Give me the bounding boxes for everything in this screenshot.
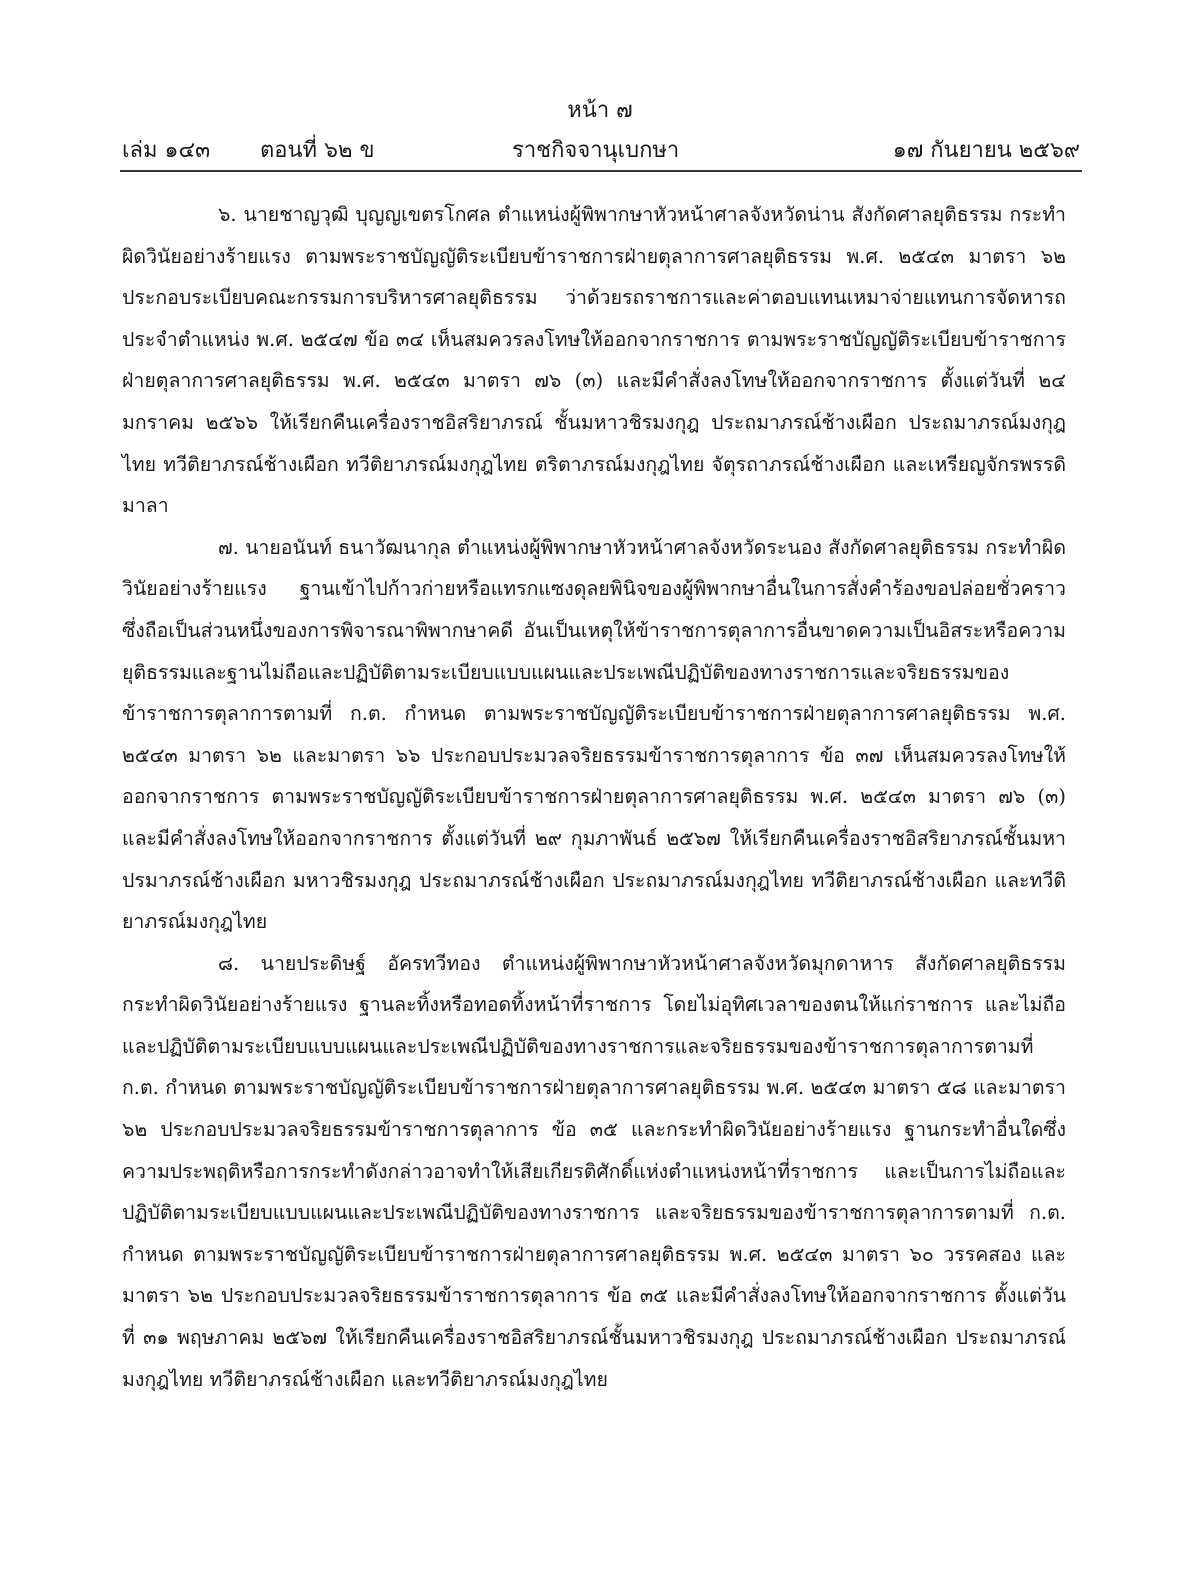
gazette-header [122,132,1080,166]
page-number: หน้า ๗ [567,98,633,123]
paragraph-item-6: ๖. นายชาญวุฒิ บุญญเขตรโกศล ตำแหน่งผู้พิพากษาหัวหน้าศาลจังหวัดน่าน สังกัดศาลยุติธรรม กระทำผิดวินัยอย่างร้ายแรง ตามพระราชบัญญัติระเบียบข้าราชการฝ่ายตุลาการศาลยุติธรรม พ.ศ. ๒๕๔๓ มาตรา ๖๒ ประกอบระเบียบคณะกรรมการบริหารศาลยุติธรรม ว่าด้วยรถราชการและค่าตอบแทนเหมาจ่ายแทนการจัดหารถประจำตำแหน่ง พ.ศ. ๒๕๔๗ ข้อ ๓๔ เห็นสมควรลงโทษให้ออกจากราชการ ตามพระราชบัญญัติระเบียบข้าราชการฝ่ายตุลาการศาลยุติธรรม พ.ศ. ๒๕๔๓ มาตรา ๗๖ (๓) และมีคำสั่งลงโทษให้ออกจากราชการ ตั้งแต่วันที่ ๒๔ มกราคม ๒๕๖๖ ให้เรียกคืนเครื่องราชอิสริยาภรณ์ ชั้นมหาวชิรมงกุฎ ประถมาภรณ์ช้างเผือก ประถมาภรณ์มงกุฎไทย ทวีติยาภรณ์ช้างเผือก ทวีติยาภรณ์มงกุฎไทย ตริตาภรณ์มงกุฎไทย จัตุรถาภรณ์ช้างเผือก และเหรียญจักรพรรดิมาลา [122,203,1066,518]
issue-number: ตอนที่ ๖๒ ข [260,138,375,163]
gazette-title: ราชกิจจานุเบกษา [512,138,680,163]
document-body [122,194,1066,1400]
paragraph-item-7: ๗. นายอนันท์ ธนาวัฒนากุล ตำแหน่งผู้พิพากษาหัวหน้าศาลจังหวัดระนอง สังกัดศาลยุติธรรม กระทำผิดวินัยอย่างร้ายแรง ฐานเข้าไปก้าวก่ายหรือแทรกแซงดุลยพินิจของผู้พิพากษาอื่นในการสั่งคำร้องขอปล่อยชั่วคราว ซึ่งถือเป็นส่วนหนึ่งของการพิจารณาพิพากษาคดี อันเป็นเหตุให้ข้าราชการตุลาการอื่นขาดความเป็นอิสระหรือความยุติธรรมและฐานไม่ถือและปฏิบัติตามระเบียบแบบแผนและประเพณีปฏิบัติของทางราชการและจริยธรรมของข้าราชการตุลาการตามที่ ก.ต. กำหนด ตามพระราชบัญญัติระเบียบข้าราชการฝ่ายตุลาการศาลยุติธรรม พ.ศ. ๒๕๔๓ มาตรา ๖๒ และมาตรา ๖๖ ประกอบประมวลจริยธรรมข้าราชการตุลาการ ข้อ ๓๗ เห็นสมควรลงโทษให้ออกจากราชการ ตามพระราชบัญญัติระเบียบข้าราชการฝ่ายตุลาการศาลยุติธรรม พ.ศ. ๒๕๔๓ มาตรา ๗๖ (๓) และมีคำสั่งลงโทษให้ออกจากราชการ ตั้งแต่วันที่ ๒๙ กุมภาพันธ์ ๒๕๖๗ ให้เรียกคืนเครื่องราชอิสริยาภรณ์ชั้นมหาปรมาภรณ์ช้างเผือก มหาวชิรมงกุฎ ประถมาภรณ์ช้างเผือก ประถมาภรณ์มงกุฎไทย ทวีติยาภรณ์ช้างเผือก และทวีติยาภรณ์มงกุฎไทย [122,535,1066,934]
paragraph-item-8: ๘. นายประดิษฐ์ อัครทวีทอง ตำแหน่งผู้พิพากษาหัวหน้าศาลจังหวัดมุกดาหาร สังกัดศาลยุติธรรม กระทำผิดวินัยอย่างร้ายแรง ฐานละทิ้งหรือทอดทิ้งหน้าที่ราชการ โดยไม่อุทิศเวลาของตนให้แก่ราชการ และไม่ถือและปฏิบัติตามระเบียบแบบแผนและประเพณีปฏิบัติของทางราชการและจริยธรรมของข้าราชการตุลาการตามที่ ก.ต. กำหนด ตามพระราชบัญญัติระเบียบข้าราชการฝ่ายตุลาการศาลยุติธรรม พ.ศ. ๒๕๔๓ มาตรา ๕๘ และมาตรา ๖๒ ประกอบประมวลจริยธรรมข้าราชการตุลาการ ข้อ ๓๕ และกระทำผิดวินัยอย่างร้ายแรง ฐานกระทำอื่นใดซึ่งความประพฤติหรือการกระทำดังกล่าวอาจทำให้เสียเกียรติศักดิ์แห่งตำแหน่งหน้าที่ราชการ และเป็นการไม่ถือและปฏิบัติตามระเบียบแบบแผนและประเพณีปฏิบัติของทางราชการ และจริยธรรมของข้าราชการตุลาการตามที่ ก.ต. กำหนด ตามพระราชบัญญัติระเบียบข้าราชการฝ่ายตุลาการศาลยุติธรรม พ.ศ. ๒๕๔๓ มาตรา ๖๐ วรรคสอง และมาตรา ๖๒ ประกอบประมวลจริยธรรมข้าราชการตุลาการ ข้อ ๓๕ และมีคำสั่งลงโทษให้ออกจากราชการ ตั้งแต่วันที่ ๓๑ พฤษภาคม ๒๕๖๗ ให้เรียกคืนเครื่องราชอิสริยาภรณ์ชั้นมหาวชิรมงกุฎ ประถมาภรณ์ช้างเผือก ประถมาภรณ์มงกุฎไทย ทวีติยาภรณ์ช้างเผือก และทวีติยาภรณ์มงกุฎไทย [122,951,1066,1391]
header-divider [120,170,1082,172]
volume-number: เล่ม ๑๔๓ [122,138,211,163]
publication-date: ๑๗ กันยายน ๒๕๖๙ [892,138,1080,163]
